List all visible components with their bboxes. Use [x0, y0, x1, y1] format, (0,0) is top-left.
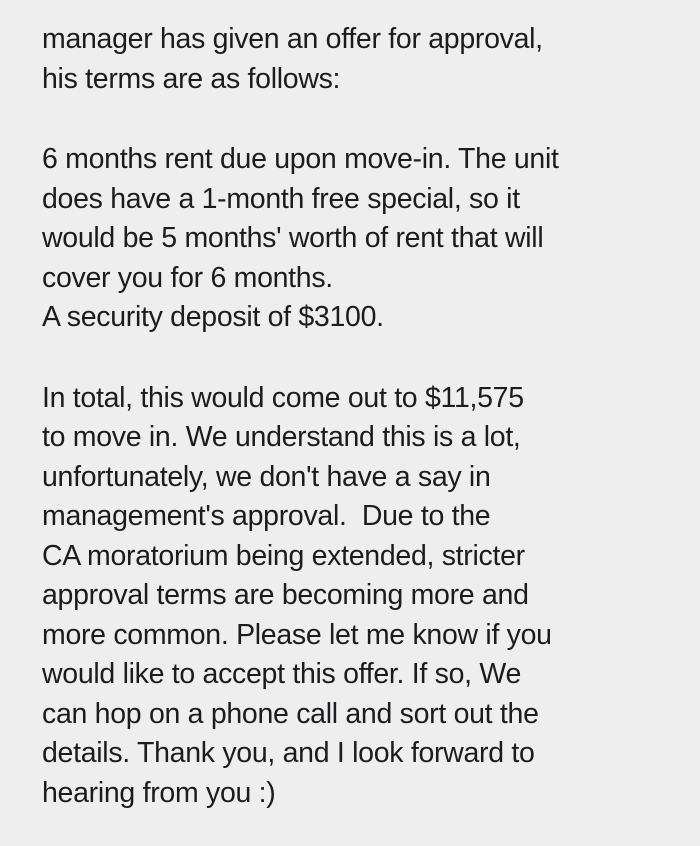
text-line: In total, this would come out to $11,575: [42, 381, 524, 414]
text-line: would like to accept this offer. If so, We: [42, 658, 522, 690]
text-line: his terms are as follows:: [42, 62, 341, 95]
message-body: [42, 20, 662, 813]
text-line: details. Thank you, and I look forward to: [42, 737, 535, 769]
paragraph-terms: [42, 140, 662, 338]
text-line: A security deposit of $3100.: [42, 301, 384, 333]
text-line: unfortunately, we don't have a say in: [42, 460, 491, 493]
text-line: more common. Please let me know if you: [42, 618, 552, 651]
text-line: manager has given an offer for approval,: [42, 23, 543, 55]
text-line: hearing from you :): [42, 776, 276, 809]
paragraph-total: [42, 379, 662, 814]
paragraph-intro: [42, 20, 662, 99]
text-line: does have a 1-month free special, so it: [42, 182, 520, 215]
text-line: to move in. We understand this is a lot,: [42, 421, 521, 453]
text-line: management's approval. Due to the: [42, 500, 491, 532]
text-line: CA moratorium being extended, stricter: [42, 539, 525, 572]
text-line: would be 5 months' worth of rent that will: [42, 222, 544, 254]
text-line: cover you for 6 months.: [42, 261, 333, 294]
text-line: approval terms are becoming more and: [42, 579, 529, 611]
text-line: can hop on a phone call and sort out the: [42, 697, 539, 730]
text-line: 6 months rent due upon move-in. The unit: [42, 143, 559, 175]
